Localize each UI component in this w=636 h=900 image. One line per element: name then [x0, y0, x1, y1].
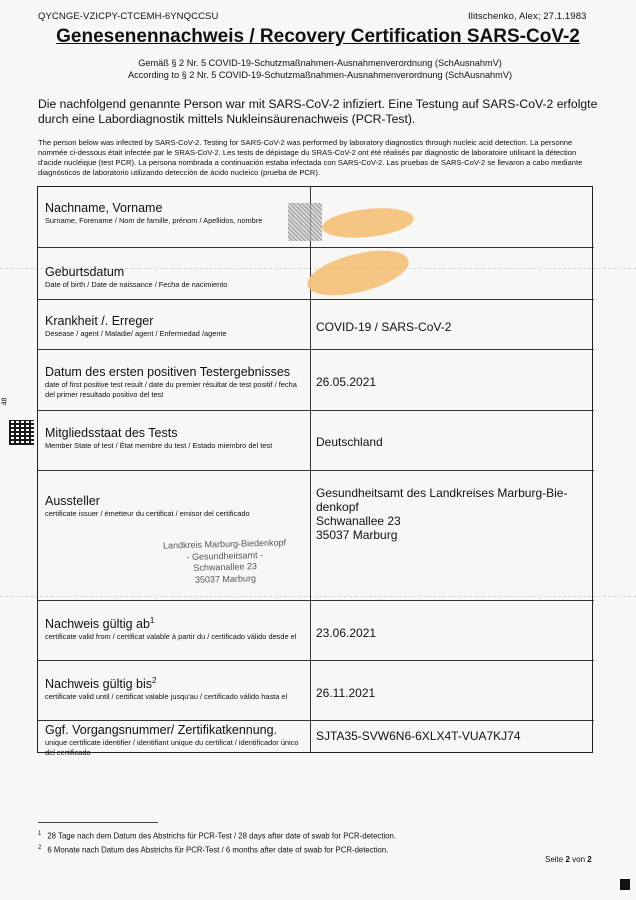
label-identifier-sub: unique certificate identifier / identifiant unique du certificat / identificador único del certificado	[45, 738, 299, 757]
label-issuer-sub: certificate issuer / émetteur du certificat / emisor del certificado	[45, 509, 250, 518]
redaction-mark	[303, 242, 413, 304]
holder-line: Ilitschenko, Alex; 27.1.1983	[468, 11, 587, 22]
row-dob	[38, 248, 594, 300]
row-identifier	[38, 721, 594, 757]
label-disease: Krankheit /. Erreger	[45, 314, 154, 328]
issuer-street: Schwanallee 23	[316, 514, 401, 528]
page-number: Seite 2 von 2	[545, 855, 592, 864]
value-issuer	[316, 486, 588, 542]
value-first-positive: 26.05.2021	[316, 375, 377, 389]
label-first-positive-sub: date of first positive test result / date du premier résultat de test positif / fecha del primer resultado positivo del test	[45, 380, 297, 399]
row-valid-until	[38, 661, 594, 721]
certificate-table	[37, 186, 593, 757]
intro-multilingual: The person below was infected by SARS-CoV-2. Testing for SARS-CoV-2 was performed by laboratory diagnostics through nucleic acid detection. La personne nommée ci-dessous était infectée par le SRAS-CoV-2. Les tests de dépistage du SRAS-CoV-2 ont été réalisés par diagnostic de laboratoire utilisant la détection d'acide nucléique (test PCR). La persona nombrada a continuación estaba infectada con SARS-CoV-2. Las pruebas de SARS-CoV-2 se llevaron a cabo mediante diagnósticos de laboratorio utilizando detección de ácido nucleico (prueba de PCR).	[38, 138, 583, 177]
label-member-state: Mitgliedsstaat des Tests	[45, 426, 178, 440]
qr-code-icon	[9, 420, 34, 445]
label-valid-from-sub: certificate valid from / certificat valable à partir du / certificado válido desde el	[45, 632, 297, 642]
label-member-state-sub: Member State of test / État membre du test / Estado miembro del test	[45, 441, 273, 450]
label-valid-until: Nachweis gültig bis$^2$	[45, 676, 157, 692]
value-identifier: SJTA35-SVW6N6-6XLX4T-VUA7KJ74	[316, 729, 521, 743]
row-name	[38, 187, 594, 248]
document-title: Genesenennachweis / Recovery Certification SARS-CoV-2	[56, 26, 580, 47]
redaction-mark	[321, 204, 415, 241]
legal-basis-en: According to § 2 Nr. 5 COVID-19-Schutzmaßnahmen-Ausnahmenverordnung (SchAusnahmV)	[127, 70, 513, 80]
scan-corner-mark	[620, 879, 630, 890]
row-first-positive	[38, 350, 594, 411]
label-disease-sub: Desease / agent / Maladie/ agent / Enfermedad /agente	[45, 329, 227, 338]
value-member-state: Deutschland	[316, 435, 383, 449]
label-name-sub: Surname, Forename / Nom de famille, prénom / Apellidos, nombre	[45, 216, 263, 225]
issuer-stamp: Landkreis Marburg-Biedenkopf - Gesundheitsamt - Schwanallee 23 35037 Marburg	[162, 537, 287, 585]
label-identifier: Ggf. Vorgangsnummer/ Zertifikatkennung.	[45, 723, 278, 737]
label-valid-from: Nachweis gültig $ab^1$	[45, 616, 155, 632]
issuer-name: Gesundheitsamt des Landkreises Marburg-Bie-denkopf	[316, 486, 568, 514]
label-dob-sub: Date of birth / Date de naissance / Fecha de nacimiento	[45, 280, 228, 289]
side-number: 48	[1, 397, 9, 406]
footnote-1: $^1$ 28 Tage nach dem Datum des Abstrichs für PCR-Test / 28 days after date of swab for PCR-detection.	[38, 831, 397, 841]
intro-de: Die nachfolgend genannte Person war mit SARS-CoV-2 infiziert. Eine Testung auf SARS-CoV-2 erfolgte durch eine Labordiagnostik mittels Nukleinsäurenachweis (PCR-Test).	[38, 97, 598, 126]
footnote-separator	[38, 822, 158, 823]
value-valid-until: 26.11.2021	[316, 686, 376, 700]
row-member-state	[38, 411, 594, 471]
label-issuer: Aussteller	[45, 494, 100, 508]
footnote-2: $^2$ 6 Monate nach Datum des Abstrichs für PCR-Test / 6 months after date of swab for PCR-detection.	[38, 845, 389, 855]
issuer-city: 35037 Marburg	[316, 528, 398, 542]
official-seal	[288, 203, 322, 241]
row-issuer	[38, 471, 594, 601]
label-valid-until-sub: certificate valid until / certificat valable jusqu'au / certificado válido hasta el	[45, 692, 288, 702]
certificate-code: QYCNGE-VZICPY-CTCEMH-6YNQCCSU	[38, 11, 219, 22]
value-valid-from: 23.06.2021	[316, 626, 377, 640]
row-disease	[38, 300, 594, 350]
row-valid-from	[38, 601, 594, 661]
label-first-positive: Datum des ersten positiven Testergebnisses	[45, 365, 291, 379]
value-disease: COVID-19 / SARS-CoV-2	[316, 320, 452, 334]
label-name: Nachname, Vorname	[45, 201, 163, 215]
legal-basis-de: Gemäß § 2 Nr. 5 COVID-19-Schutzmaßnahmen-Ausnahmenverordnung (SchAusnahmV)	[138, 58, 502, 68]
label-dob: Geburtsdatum	[45, 265, 125, 279]
